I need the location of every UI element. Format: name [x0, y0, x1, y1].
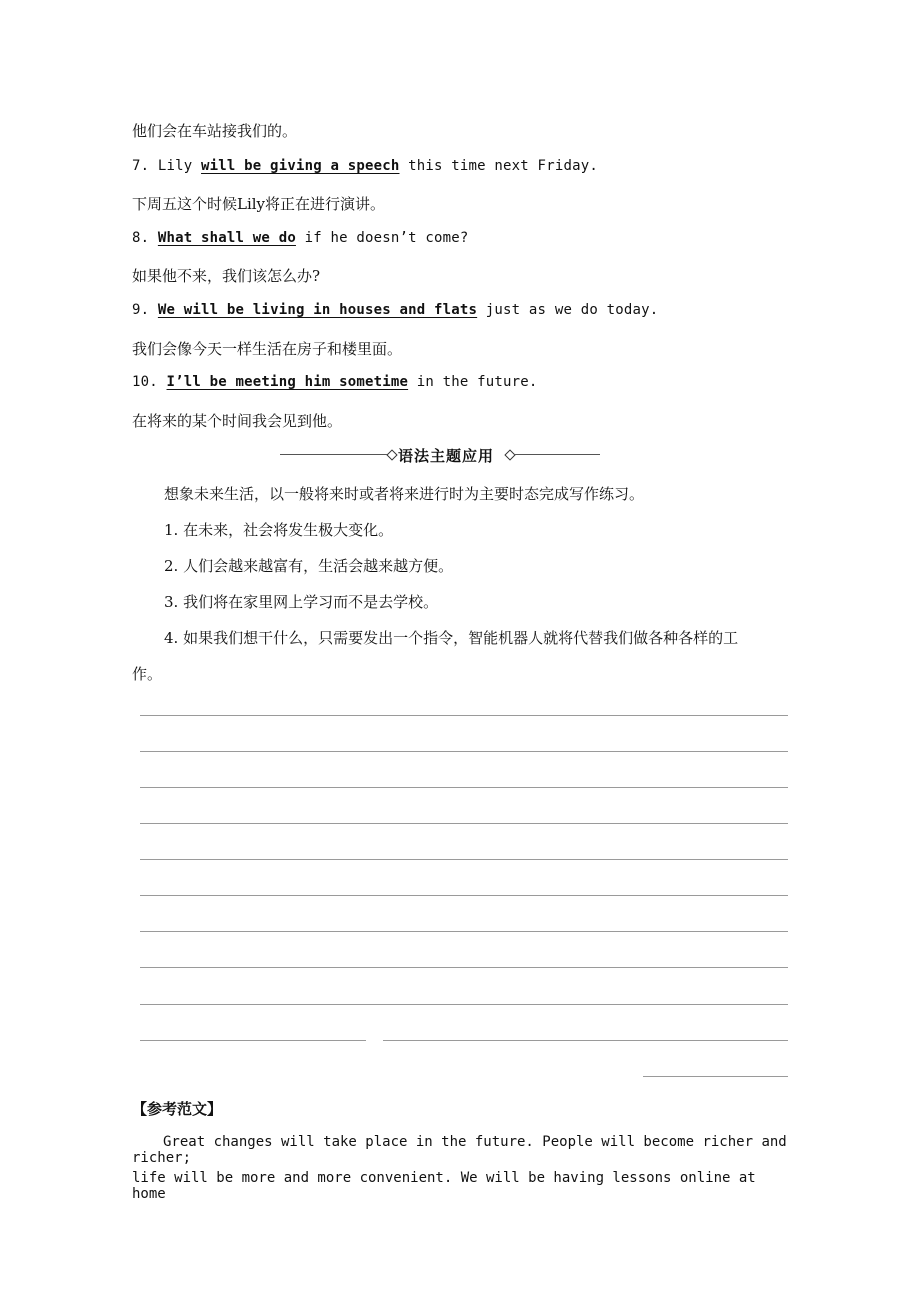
writing-line[interactable]: [140, 967, 788, 968]
writing-line[interactable]: [383, 1040, 788, 1041]
sentence-10-number: 10.: [132, 374, 167, 390]
translation-8: 如果他不来，我们该怎么办?: [132, 267, 321, 285]
sentence-7-number: 7. Lily: [132, 158, 202, 174]
sentence-8-rest: if he doesn’t come?: [295, 230, 469, 246]
sentence-10-answer: I’ll be meeting him sometime: [166, 374, 409, 390]
sentence-9-answer: We will be living in houses and flats: [157, 302, 478, 318]
writing-line[interactable]: [140, 895, 788, 896]
sentence-7-rest: this time next Friday.: [399, 158, 598, 174]
banner-left-rule: [280, 454, 388, 455]
sentence-7: [132, 158, 598, 174]
writing-line[interactable]: [140, 751, 788, 752]
point-2: 2. 人们会越来越富有，生活会越来越方便。: [164, 557, 454, 575]
writing-line[interactable]: [140, 931, 788, 932]
writing-line[interactable]: [140, 859, 788, 860]
section-title: 语法主题应用: [398, 447, 495, 465]
banner-right-diamond: [504, 449, 515, 460]
writing-line[interactable]: [140, 787, 788, 788]
sentence-8-number: 8.: [132, 230, 158, 246]
banner-left-diamond: [386, 449, 397, 460]
sentence-9-rest: just as we do today.: [477, 302, 659, 318]
reference-line-1: Great changes will take place in the future. People will become richer and richer;: [132, 1134, 787, 1166]
sentence-8-answer: What shall we do: [157, 230, 296, 246]
point-4-wrap: 作。: [132, 665, 163, 683]
line-translation-6: 他们会在车站接我们的。: [132, 122, 298, 140]
section-banner: [280, 445, 600, 465]
sentence-8: [132, 230, 469, 246]
writing-line[interactable]: [140, 1040, 366, 1041]
sentence-9-number: 9.: [132, 302, 158, 318]
sentence-10-rest: in the future.: [408, 374, 538, 390]
point-3: 3. 我们将在家里网上学习而不是去学校。: [164, 593, 439, 611]
point-1: 1. 在未来，社会将发生极大变化。: [164, 521, 394, 539]
sentence-7-answer: will be giving a speech: [201, 158, 400, 174]
banner-right-rule: [514, 454, 600, 455]
translation-10: 在将来的某个时间我会见到他。: [132, 412, 343, 430]
writing-line[interactable]: [643, 1076, 788, 1077]
writing-line[interactable]: [140, 1004, 788, 1005]
writing-line[interactable]: [140, 823, 788, 824]
reference-line-2: life will be more and more convenient. We will be having lessons online at home: [132, 1170, 756, 1202]
writing-intro: 想象未来生活，以一般将来时或者将来进行时为主要时态完成写作练习。: [164, 485, 645, 503]
point-4: 4. 如果我们想干什么，只需要发出一个指令，智能机器人就将代替我们做各种各样的工: [164, 629, 739, 647]
writing-line[interactable]: [140, 715, 788, 716]
reference-heading: 【参考范文】: [132, 1100, 223, 1118]
sentence-10: [132, 374, 538, 390]
translation-7: 下周五这个时候Lily将正在进行演讲。: [132, 195, 386, 213]
translation-9: 我们会像今天一样生活在房子和楼里面。: [132, 340, 403, 358]
sentence-9: [132, 302, 658, 318]
